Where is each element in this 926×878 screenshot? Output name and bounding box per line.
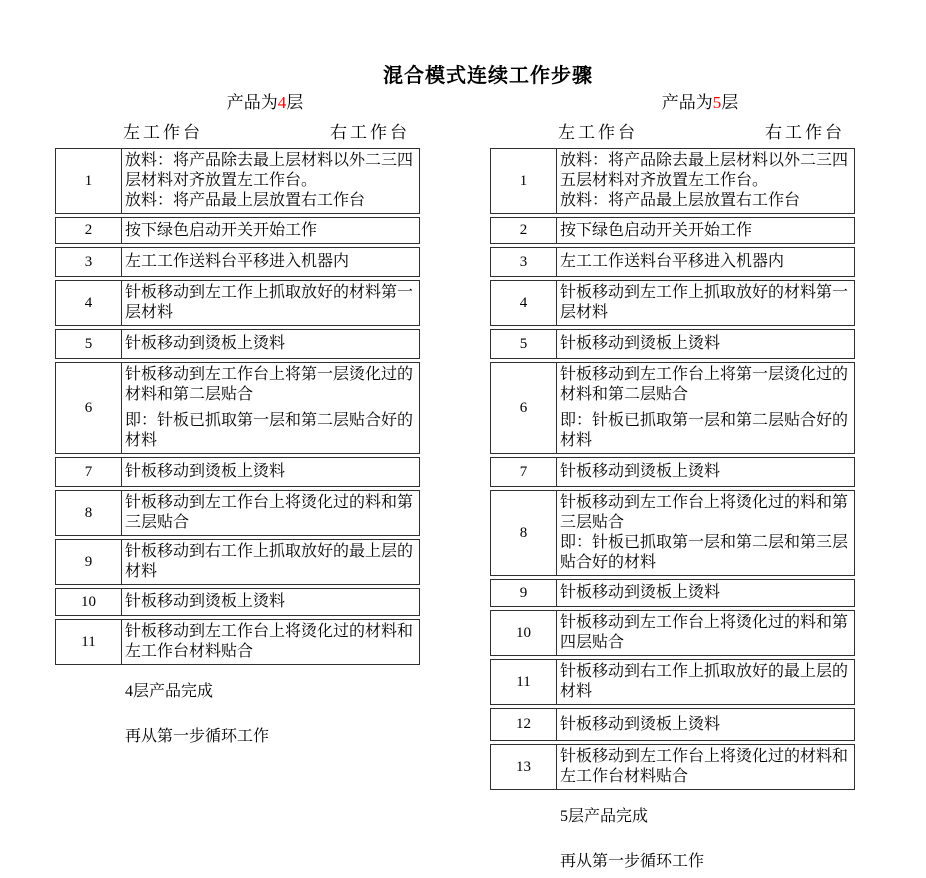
table-row bbox=[490, 217, 855, 244]
step-number-cell: 5 bbox=[56, 330, 122, 358]
step-number-cell: 2 bbox=[491, 218, 557, 243]
step-number-cell: 11 bbox=[491, 660, 557, 704]
step-number-cell: 10 bbox=[491, 611, 557, 655]
step-text-cell bbox=[557, 149, 854, 213]
step-number-cell: 11 bbox=[56, 620, 122, 664]
step-number-cell: 12 bbox=[491, 709, 557, 740]
product-4-layer-section bbox=[55, 92, 420, 747]
footer-line: 5层产品完成 bbox=[560, 808, 649, 825]
step-text-cell bbox=[557, 580, 854, 606]
table-row bbox=[490, 610, 855, 656]
step-paragraph: 针板移动到左工作台上将烫化过的料和第三层贴合 bbox=[125, 494, 414, 531]
step-paragraph: 针板移动到左工作台上将第一层烫化过的材料和第二层贴合 bbox=[560, 366, 849, 403]
right-workbench-label: 右工作台 bbox=[330, 123, 410, 142]
step-paragraph: 放料：将产品除去最上层材料以外二三四五层材料对齐放置左工作台。 bbox=[560, 152, 849, 189]
table-row bbox=[490, 247, 855, 277]
page-title: 混合模式连续工作步骤 bbox=[383, 65, 593, 87]
left-workbench-label: 左工作台 bbox=[558, 123, 638, 142]
step-text-cell bbox=[557, 745, 854, 789]
step-text-cell bbox=[122, 281, 419, 325]
product-layers-subtitle bbox=[55, 92, 420, 114]
table-footer bbox=[55, 682, 420, 747]
step-text-cell bbox=[122, 330, 419, 358]
step-paragraph: 放料：将产品最上层放置右工作台 bbox=[560, 192, 801, 209]
steps-table bbox=[55, 148, 420, 665]
steps-table bbox=[490, 148, 855, 790]
table-row bbox=[490, 579, 855, 607]
table-row bbox=[490, 659, 855, 705]
step-text-cell bbox=[122, 620, 419, 664]
step-paragraph: 针板移动到烫板上烫料 bbox=[560, 715, 721, 733]
left-workbench-label: 左工作台 bbox=[123, 123, 203, 142]
step-paragraph: 左工工作送料台平移进入机器内 bbox=[125, 253, 350, 270]
table-row bbox=[55, 619, 420, 665]
product-layers-subtitle bbox=[490, 92, 855, 114]
step-paragraph: 针板移动到左工作台上将烫化过的料和第三层贴合 bbox=[560, 494, 849, 531]
step-number-cell: 2 bbox=[56, 218, 122, 243]
step-text-cell bbox=[122, 363, 419, 453]
step-text-cell bbox=[122, 540, 419, 584]
step-paragraph: 针板移动到左工作台上将烫化过的材料和左工作台材料贴合 bbox=[125, 623, 414, 660]
step-paragraph: 针板移动到右工作上抓取放好的最上层的材料 bbox=[560, 663, 849, 700]
product-5-layer-section bbox=[490, 92, 855, 872]
step-number-cell: 8 bbox=[56, 491, 122, 535]
table-row bbox=[55, 217, 420, 244]
table-row bbox=[55, 588, 420, 616]
step-number-cell: 8 bbox=[491, 491, 557, 575]
step-text-cell bbox=[122, 248, 419, 276]
step-paragraph: 针板移动到烫板上烫料 bbox=[125, 463, 286, 480]
step-text-cell bbox=[557, 491, 854, 575]
step-text-cell bbox=[122, 218, 419, 243]
table-row bbox=[55, 457, 420, 487]
table-row bbox=[490, 148, 855, 214]
footer-line: 4层产品完成 bbox=[125, 683, 214, 700]
step-text-cell bbox=[557, 218, 854, 243]
layer-number: 5 bbox=[712, 93, 722, 112]
step-number-cell: 6 bbox=[491, 363, 557, 453]
step-paragraph: 针板移动到左工作上抓取放好的材料第一层材料 bbox=[125, 284, 414, 321]
step-number-cell: 9 bbox=[56, 540, 122, 584]
subtitle-prefix: 产品为 bbox=[661, 93, 713, 112]
step-text-cell bbox=[557, 709, 854, 740]
step-paragraph: 左工工作送料台平移进入机器内 bbox=[560, 253, 785, 270]
right-workbench-label: 右工作台 bbox=[765, 123, 845, 142]
footer-line: 再从第一步循环工作 bbox=[125, 728, 270, 745]
step-text-cell bbox=[557, 363, 854, 453]
step-paragraph: 按下绿色启动开关开始工作 bbox=[125, 221, 318, 239]
step-paragraph: 即：针板已抓取第一层和第二层和第三层贴合好的材料 bbox=[560, 534, 849, 571]
step-text-cell bbox=[557, 281, 854, 325]
step-text-cell bbox=[122, 149, 419, 213]
step-paragraph: 针板移动到左工作上抓取放好的材料第一层材料 bbox=[560, 284, 849, 321]
step-number-cell: 13 bbox=[491, 745, 557, 789]
table-row bbox=[55, 280, 420, 326]
step-paragraph: 针板移动到左工作台上将烫化过的材料和左工作台材料贴合 bbox=[560, 748, 849, 785]
step-number-cell: 4 bbox=[56, 281, 122, 325]
table-row bbox=[490, 744, 855, 790]
step-paragraph: 放料：将产品除去最上层材料以外二三四层材料对齐放置左工作台。 bbox=[125, 152, 414, 189]
table-row bbox=[55, 329, 420, 359]
layer-number: 4 bbox=[277, 93, 287, 112]
step-paragraph: 针板移动到烫板上烫料 bbox=[125, 593, 286, 610]
table-row bbox=[490, 329, 855, 359]
step-number-cell: 3 bbox=[491, 248, 557, 276]
table-row bbox=[490, 708, 855, 741]
step-number-cell: 6 bbox=[56, 363, 122, 453]
step-text-cell bbox=[557, 330, 854, 358]
table-row bbox=[490, 362, 855, 454]
table-row bbox=[490, 490, 855, 576]
step-text-cell bbox=[122, 458, 419, 486]
step-paragraph: 针板移动到左工作台上将烫化过的料和第四层贴合 bbox=[560, 614, 849, 651]
step-paragraph: 针板移动到烫板上烫料 bbox=[560, 335, 721, 352]
workbench-header bbox=[55, 120, 420, 146]
step-text-cell bbox=[557, 248, 854, 276]
step-number-cell: 3 bbox=[56, 248, 122, 276]
step-paragraph: 即：针板已抓取第一层和第二层贴合好的材料 bbox=[125, 412, 414, 449]
step-paragraph: 针板移动到烫板上烫料 bbox=[125, 335, 286, 352]
step-paragraph: 放料：将产品最上层放置右工作台 bbox=[125, 192, 366, 209]
step-number-cell: 5 bbox=[491, 330, 557, 358]
step-number-cell: 1 bbox=[56, 149, 122, 213]
table-row bbox=[55, 247, 420, 277]
step-text-cell bbox=[557, 660, 854, 704]
table-row bbox=[55, 490, 420, 536]
footer-line: 再从第一步循环工作 bbox=[560, 853, 705, 870]
step-paragraph: 针板移动到烫板上烫料 bbox=[560, 584, 721, 601]
table-footer bbox=[490, 807, 855, 872]
step-text-cell bbox=[122, 491, 419, 535]
subtitle-suffix: 层 bbox=[721, 93, 739, 112]
step-number-cell: 7 bbox=[56, 458, 122, 486]
table-row bbox=[490, 280, 855, 326]
workbench-header bbox=[490, 120, 855, 146]
step-number-cell: 9 bbox=[491, 580, 557, 606]
step-text-cell bbox=[557, 611, 854, 655]
step-paragraph: 针板移动到右工作上抓取放好的最上层的材料 bbox=[125, 543, 414, 580]
step-text-cell bbox=[557, 458, 854, 486]
table-row bbox=[55, 362, 420, 454]
step-paragraph: 即：针板已抓取第一层和第二层贴合好的材料 bbox=[560, 412, 849, 449]
step-text-cell bbox=[122, 589, 419, 615]
table-row bbox=[490, 457, 855, 487]
step-number-cell: 7 bbox=[491, 458, 557, 486]
step-number-cell: 1 bbox=[491, 149, 557, 213]
table-row bbox=[55, 148, 420, 214]
table-row bbox=[55, 539, 420, 585]
step-paragraph: 针板移动到烫板上烫料 bbox=[560, 463, 721, 480]
step-paragraph: 按下绿色启动开关开始工作 bbox=[560, 221, 753, 239]
subtitle-suffix: 层 bbox=[286, 93, 304, 112]
step-number-cell: 10 bbox=[56, 589, 122, 615]
step-paragraph: 针板移动到左工作台上将第一层烫化过的材料和第二层贴合 bbox=[125, 366, 414, 403]
subtitle-prefix: 产品为 bbox=[226, 93, 278, 112]
step-number-cell: 4 bbox=[491, 281, 557, 325]
